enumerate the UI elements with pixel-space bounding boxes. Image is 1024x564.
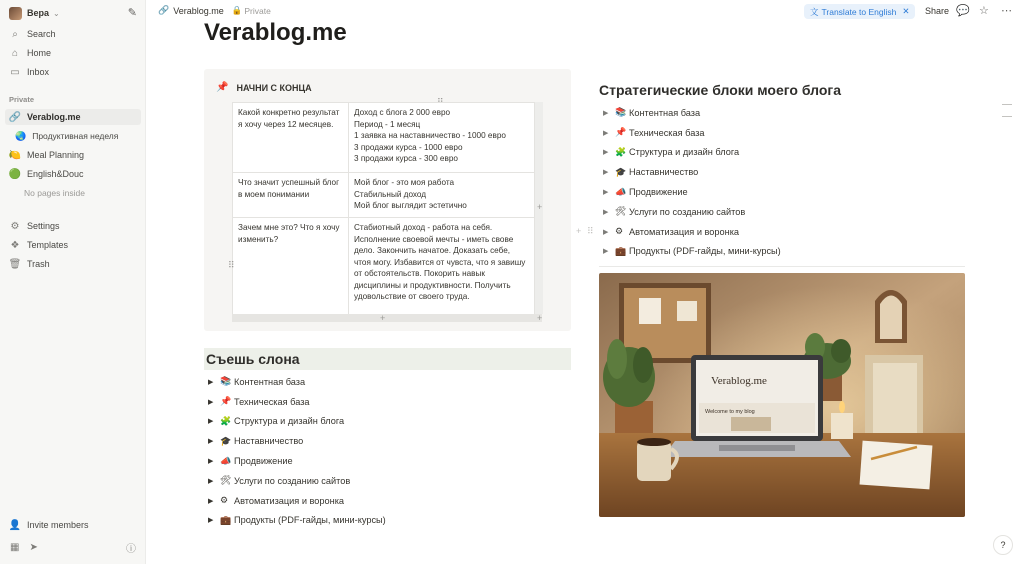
globe-icon: 🌏 xyxy=(15,130,27,141)
sidebar-item-label: English&Douc xyxy=(27,169,84,179)
callout-heading xyxy=(216,82,312,93)
toggle-arrow-icon[interactable]: ▶ xyxy=(208,418,214,426)
sidebar-item-english[interactable] xyxy=(9,166,139,182)
sidebar-item-label: Trash xyxy=(27,259,50,269)
sidebar-item-label: Home xyxy=(27,48,52,58)
trash-icon: 🗑 xyxy=(8,258,22,270)
add-cell-icon[interactable]: + xyxy=(537,313,543,323)
share-button[interactable]: Share xyxy=(925,6,950,16)
ai-assistant-button[interactable] xyxy=(993,535,1013,555)
toggle-arrow-icon[interactable]: ▶ xyxy=(603,248,609,256)
right-heading: Стратегические блоки моего блога xyxy=(599,82,842,98)
row-drag-handle-icon[interactable]: ⠿ xyxy=(228,260,235,270)
toggle-arrow-icon[interactable]: ▶ xyxy=(603,208,609,216)
search-icon: ⌕ xyxy=(12,28,18,40)
left-toggle-list xyxy=(208,372,386,530)
callout-block xyxy=(204,69,571,331)
user-plus-icon: 👤 xyxy=(8,519,22,531)
home-icon: ⌂ xyxy=(11,47,19,59)
toggle-arrow-icon[interactable]: ▶ xyxy=(603,129,609,137)
help-icon[interactable]: ⓘ xyxy=(126,544,136,555)
table-cell[interactable]: Доход с блога 2 000 евро Период - 1 месяц 1 заявка на наставничество - 1000 евро 3 продажи курса - 1000 евро 3 продажи курса - 300 евро xyxy=(349,103,535,173)
add-column-icon[interactable]: + xyxy=(537,202,543,212)
toggle-item[interactable]: ▶ 🛠 Услуги по созданию сайтов xyxy=(208,475,351,486)
more-icon[interactable]: ⋯ xyxy=(1001,5,1012,17)
block-drag-handle-icon[interactable]: ⠿ xyxy=(587,226,594,236)
outline-marker[interactable] xyxy=(1002,116,1012,117)
sidebar-item-trash[interactable] xyxy=(9,256,139,272)
toggle-arrow-icon[interactable]: ▶ xyxy=(603,149,609,157)
workspace-switcher[interactable] xyxy=(9,5,137,21)
link-icon: 🔗 xyxy=(8,111,22,123)
table-row xyxy=(233,103,535,173)
sidebar-item-label: Search xyxy=(27,29,56,39)
toggle-arrow-icon[interactable]: ▶ xyxy=(208,378,214,386)
toggle-arrow-icon[interactable]: ▶ xyxy=(603,189,609,197)
sidebar-item-label: Inbox xyxy=(27,67,50,77)
page-title: Verablog.me xyxy=(204,19,347,46)
sidebar-item-meal-planning[interactable] xyxy=(9,147,139,163)
sidebar-item-label: Templates xyxy=(27,240,69,250)
sidebar-item-home[interactable] xyxy=(9,45,139,61)
toggle-arrow-icon[interactable]: ▶ xyxy=(603,228,609,236)
star-icon[interactable]: ☆ xyxy=(979,5,989,17)
breadcrumb-page: Verablog.me xyxy=(173,5,224,16)
sidebar-item-label: Settings xyxy=(27,221,60,231)
toggle-arrow-icon[interactable]: ▶ xyxy=(603,169,609,177)
sidebar-item-inbox[interactable] xyxy=(9,64,139,80)
toggle-item[interactable]: ▶ 🧩 Структура и дизайн блога xyxy=(208,415,345,427)
sidebar-item-templates[interactable] xyxy=(9,237,139,253)
send-icon[interactable]: ➤ xyxy=(29,542,38,553)
blog-desk-image[interactable] xyxy=(599,273,965,517)
toggle-item[interactable]: ▶ 📌 Техническая база xyxy=(208,396,310,407)
toggle-item[interactable]: ▶ 📌 Техническая база xyxy=(603,127,705,138)
avatar xyxy=(9,7,22,20)
sidebar xyxy=(0,0,146,564)
gear-icon: ⚙ xyxy=(10,220,20,232)
divider xyxy=(599,266,965,267)
table-cell[interactable]: Стабиотный доход - работа на себя. Исполнение своевой мечты - иметь свове дело. Закончить начатое. Доказать себе, чтоя могу. Избавится от чувста, что я завишу от обстоятельств. Покорить навык дисциплины и продуктивности. Получить удовольствие от своего труда. xyxy=(349,218,535,315)
green-ball-icon: 🟢 xyxy=(8,168,22,180)
desk-illustration xyxy=(599,273,965,517)
chevron-down-icon: ⌄ xyxy=(53,8,60,18)
toggle-item[interactable]: ▶ 📣 Продвижение xyxy=(603,186,688,198)
breadcrumb[interactable] xyxy=(158,5,271,16)
toggle-item[interactable]: ▶ 🎓 Наставничество xyxy=(603,166,699,178)
link-icon: 🔗 xyxy=(158,5,170,15)
sidebar-item-productive-week[interactable] xyxy=(15,128,118,144)
translate-icon: 文 xyxy=(810,6,819,17)
templates-icon: ❖ xyxy=(10,239,20,251)
sidebar-item-label: Продуктивная неделя xyxy=(32,131,119,141)
toggle-arrow-icon[interactable]: ▶ xyxy=(208,438,214,446)
toggle-item[interactable]: ▶ 🎓 Наставничество xyxy=(208,435,304,447)
translate-label: Translate to English xyxy=(821,6,897,17)
table-cell[interactable]: Какой конкретно результат я хочу через 12 месяцев. xyxy=(233,103,349,173)
toggle-arrow-icon[interactable]: ▶ xyxy=(603,109,609,117)
toggle-item[interactable]: ▶ 💼 Продукты (PDF-гайды, мини-курсы) xyxy=(603,245,781,257)
workspace-name: Вера xyxy=(27,8,50,18)
visibility-label: Private xyxy=(244,5,271,16)
table-horizontal-scrollbar[interactable] xyxy=(232,314,542,322)
right-toggle-list xyxy=(603,103,781,261)
table-row xyxy=(233,173,535,218)
toggle-item[interactable]: ▶ 🛠 Услуги по созданию сайтов xyxy=(603,206,746,217)
outline-marker[interactable] xyxy=(1002,104,1012,105)
goals-table xyxy=(232,102,535,315)
invite-members-button[interactable] xyxy=(9,517,139,533)
pushpin-icon: 📌 xyxy=(216,82,229,93)
laptop-caption-text: Welcome to my blog xyxy=(705,409,755,415)
toggle-arrow-icon[interactable]: ▶ xyxy=(208,497,214,505)
left-heading: Съешь слона xyxy=(204,348,571,370)
ai-face-icon: ? xyxy=(1000,540,1006,550)
callout-title: НАЧНИ С КОНЦА xyxy=(236,82,312,93)
sidebar-item-label: Meal Planning xyxy=(27,150,85,160)
toggle-item[interactable]: ▶ 💼 Продукты (PDF-гайды, мини-курсы) xyxy=(208,514,386,526)
sidebar-item-search[interactable] xyxy=(9,26,139,42)
add-row-icon[interactable]: + xyxy=(380,313,386,323)
sidebar-item-label: Verablog.me xyxy=(27,112,81,122)
toggle-item[interactable]: ▶ ⚙ Автоматизация и воронка xyxy=(208,495,345,506)
sidebar-item-settings[interactable] xyxy=(9,218,139,234)
translate-button[interactable] xyxy=(804,4,915,19)
table-cell[interactable]: Зачем мне это? Что я хочу изменить? xyxy=(233,218,349,315)
invite-label: Invite members xyxy=(27,520,89,530)
toggle-item[interactable]: ▶ 🧩 Структура и дизайн блога xyxy=(603,146,740,158)
section-private-label: Private xyxy=(9,95,35,104)
toggle-item[interactable]: ▶ ⚙ Автоматизация и воронка xyxy=(603,226,740,237)
close-icon[interactable]: ✕ xyxy=(902,6,910,16)
sidebar-footer xyxy=(10,540,136,555)
toggle-item[interactable]: ▶ 📚 Контентная база xyxy=(603,107,701,118)
toggle-arrow-icon[interactable]: ▶ xyxy=(208,398,214,406)
table-row xyxy=(233,218,535,315)
calendar-icon[interactable]: ▦ xyxy=(10,542,20,553)
new-page-icon[interactable]: ✎ xyxy=(127,7,137,19)
lock-icon: 🔒 xyxy=(231,5,243,15)
toggle-item[interactable]: ▶ 📚 Контентная база xyxy=(208,376,306,387)
lemon-icon: 🍋 xyxy=(8,149,22,161)
toggle-arrow-icon[interactable]: ▶ xyxy=(208,458,214,466)
sidebar-item-verablog[interactable] xyxy=(5,109,141,125)
no-pages-inside: No pages inside xyxy=(24,188,85,198)
comment-icon[interactable]: 💬 xyxy=(956,5,970,17)
toggle-item[interactable]: ▶ 📣 Продвижение xyxy=(208,455,293,467)
laptop-brand-text: Verablog.me xyxy=(711,375,767,387)
inbox-icon: ▭ xyxy=(10,66,20,78)
block-add-icon[interactable]: + xyxy=(576,226,582,236)
toggle-arrow-icon[interactable]: ▶ xyxy=(208,517,214,525)
table-cell[interactable]: Что значит успешный блог в моем понимании xyxy=(233,173,349,218)
table-cell[interactable]: Мой блог - это моя работа Стабильный доход Мой блог выглядит эстетично xyxy=(349,173,535,218)
toggle-arrow-icon[interactable]: ▶ xyxy=(208,477,214,485)
